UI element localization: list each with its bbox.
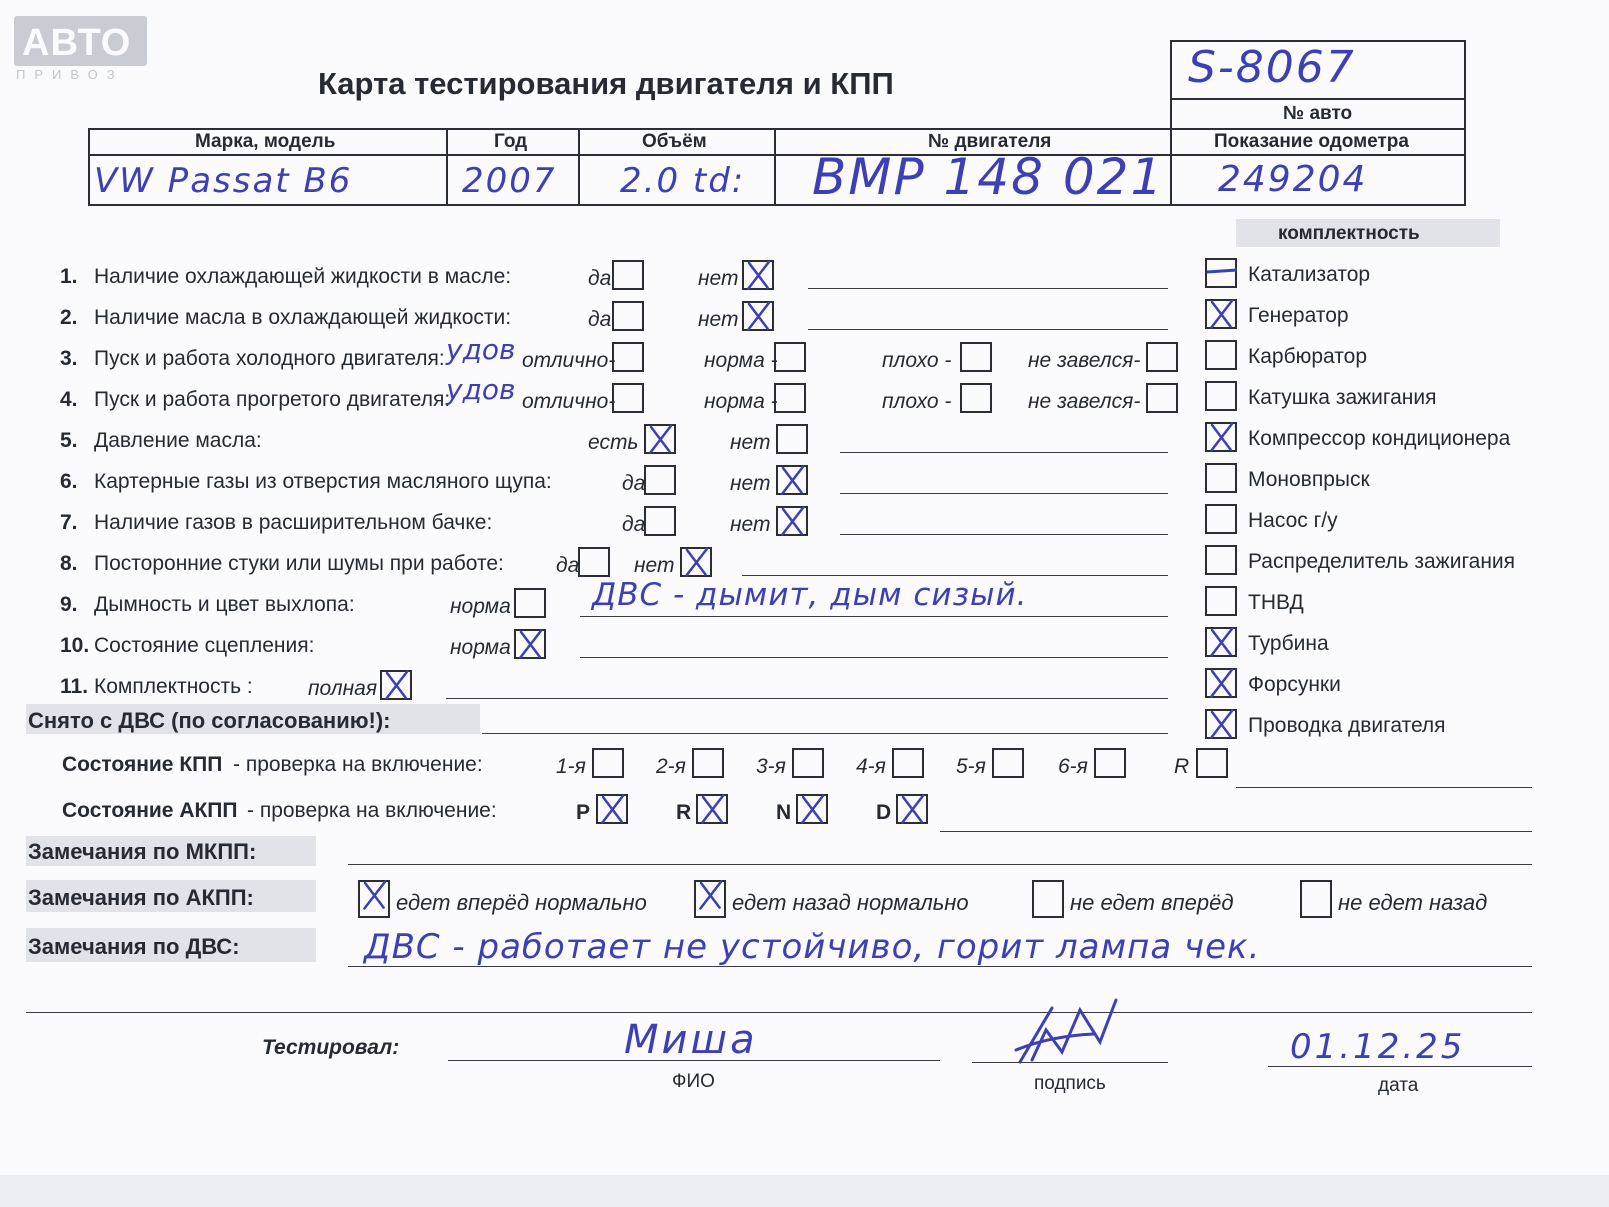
check-mark-icon [596, 794, 628, 824]
gear-checkbox[interactable] [892, 748, 924, 778]
question-number: 4. [60, 388, 78, 411]
answer-line [840, 452, 1168, 453]
check-mark-icon [776, 506, 808, 536]
check-mark-icon [1205, 299, 1237, 329]
equipment-checkbox[interactable] [1205, 709, 1237, 739]
check-mark-icon [776, 465, 808, 495]
option-checkbox[interactable] [578, 547, 610, 577]
form-title: Карта тестирования двигателя и КПП [318, 66, 894, 101]
option-label: не завелся- [1028, 390, 1141, 413]
equipment-checkbox[interactable] [1205, 381, 1237, 411]
question-text: Наличие масла в охлаждающей жидкости: [94, 306, 512, 329]
answer-line [742, 575, 1168, 576]
col-divider [446, 130, 448, 204]
gear-checkbox[interactable] [592, 748, 624, 778]
question-text: Наличие охлаждающей жидкости в масле: [94, 265, 512, 288]
option-label: да [622, 472, 646, 495]
option-label: отлично- [522, 349, 616, 372]
gear-label: 4-я [856, 755, 886, 778]
answer-line [446, 698, 1168, 699]
gear-label: 1-я [556, 755, 586, 778]
logo [14, 16, 147, 66]
check-mark-icon [680, 547, 712, 577]
question-text: Наличие газов в расширительном бачке: [94, 511, 493, 534]
equipment-title: комплектность [1278, 223, 1420, 244]
check-mark-icon [742, 301, 774, 331]
option-checkbox[interactable] [612, 301, 644, 331]
option-checkbox[interactable] [742, 301, 774, 331]
answer-line [808, 288, 1168, 289]
akpp-remark-label: едет назад нормально [732, 890, 969, 915]
car-number-value: S-8067 [1188, 42, 1356, 93]
question-number: 10. [60, 634, 90, 657]
option-checkbox[interactable] [1146, 342, 1178, 372]
kpp-label-bold: Состояние КПП [62, 753, 223, 776]
signature-line [972, 1062, 1168, 1063]
tested-label: Тестировал: [262, 1036, 400, 1059]
answer-line [840, 493, 1168, 494]
value-engine-number: BMP 148 021 [812, 148, 1165, 206]
option-label: нет [698, 308, 739, 331]
akpp-position-checkbox[interactable] [896, 794, 928, 824]
tester-name: Миша [624, 1017, 758, 1063]
value-odometer: 249204 [1218, 159, 1368, 200]
equipment-checkbox[interactable] [1205, 504, 1237, 534]
option-label: норма - [704, 349, 778, 372]
col-divider [1170, 130, 1172, 204]
option-checkbox[interactable] [612, 383, 644, 413]
option-checkbox[interactable] [1146, 383, 1178, 413]
akpp-position-label: D [876, 801, 892, 824]
equipment-label: ТНВД [1248, 591, 1304, 614]
check-mark-icon [514, 629, 546, 659]
question-number: 3. [60, 347, 78, 370]
gear-checkbox[interactable] [792, 748, 824, 778]
equipment-checkbox[interactable] [1205, 258, 1237, 288]
col-header-year: Год [494, 131, 528, 152]
hw-dvs-remarks: ДВС - работает не устойчиво, горит лампа чек. [364, 927, 1261, 967]
date-line [1268, 1066, 1532, 1067]
question-text: Состояние сцепления: [94, 634, 315, 657]
answer-line [840, 534, 1168, 535]
col-header-odometer: Показание одометра [1214, 131, 1409, 152]
option-checkbox[interactable] [644, 465, 676, 495]
akpp-position-checkbox[interactable] [596, 794, 628, 824]
remarks-akpp-label: Замечания по АКПП: [28, 885, 254, 910]
option-checkbox[interactable] [644, 506, 676, 536]
equipment-label: Форсунки [1248, 673, 1341, 696]
gear-label: 2-я [656, 755, 686, 778]
option-checkbox[interactable] [776, 506, 808, 536]
equipment-label: Распределитель зажигания [1248, 550, 1516, 573]
logo-text: АВТО [22, 22, 132, 64]
equipment-label: Насос г/у [1248, 509, 1338, 532]
akpp-remark-checkbox[interactable] [1032, 880, 1064, 918]
akpp-position-label: R [676, 801, 692, 824]
name-line [448, 1060, 940, 1061]
option-label: нет [698, 267, 739, 290]
option-label: нет [634, 554, 675, 577]
name-caption: ФИО [672, 1071, 715, 1092]
car-number-label: № авто [1283, 103, 1353, 124]
akpp-position-checkbox[interactable] [796, 794, 828, 824]
option-checkbox[interactable] [380, 670, 412, 700]
option-label: да [588, 267, 612, 290]
gear-checkbox[interactable] [692, 748, 724, 778]
option-label: плохо - [882, 390, 952, 413]
gear-checkbox[interactable] [992, 748, 1024, 778]
check-mark-icon [1205, 668, 1237, 698]
gear-label: 3-я [756, 755, 786, 778]
option-checkbox[interactable] [514, 629, 546, 659]
col-header-model: Марка, модель [195, 131, 336, 152]
option-label: есть [588, 431, 639, 454]
remarks-extra-line [26, 1012, 1532, 1013]
equipment-label: Карбюратор [1248, 345, 1368, 368]
question-text: Комплектность : [94, 675, 253, 698]
equipment-checkbox[interactable] [1205, 545, 1237, 575]
question-number: 1. [60, 265, 78, 288]
equipment-label: Компрессор кондиционера [1248, 427, 1511, 450]
akpp-position-label: N [776, 801, 792, 824]
check-mark-icon [1205, 627, 1237, 657]
option-label: нет [730, 513, 771, 536]
equipment-checkbox[interactable] [1205, 627, 1237, 657]
option-checkbox[interactable] [776, 465, 808, 495]
akpp-remark-label: едет вперёд нормально [396, 890, 647, 915]
value-volume: 2.0 td: [620, 161, 746, 201]
answer-line [808, 329, 1168, 330]
option-label: плохо - [882, 349, 952, 372]
equipment-checkbox[interactable] [1205, 463, 1237, 493]
option-checkbox[interactable] [774, 342, 806, 372]
option-label: да [622, 513, 646, 536]
question-text: Картерные газы из отверстия масляного щупа: [94, 470, 552, 493]
check-mark-icon [796, 794, 828, 824]
answer-line [580, 616, 1168, 617]
akpp-remark-checkbox[interactable] [358, 880, 390, 918]
equipment-label: Моновпрыск [1248, 468, 1370, 491]
check-mark-icon [696, 794, 728, 824]
equipment-checkbox[interactable] [1205, 422, 1237, 452]
question-number: 7. [60, 511, 78, 534]
option-checkbox[interactable] [514, 588, 546, 618]
gear-checkbox[interactable] [1094, 748, 1126, 778]
col-header-volume: Объём [642, 131, 707, 152]
akpp-remark-label: не едет назад [1338, 890, 1488, 915]
akpp-label-bold: Состояние АКПП [62, 799, 238, 822]
equipment-label: Катушка зажигания [1248, 386, 1437, 409]
check-mark-icon [896, 794, 928, 824]
option-label: полная [308, 677, 378, 700]
remarks-dvs-line [348, 966, 1532, 967]
option-label: норма [450, 636, 511, 659]
option-checkbox[interactable] [776, 424, 808, 454]
check-mark-icon [358, 880, 390, 910]
check-mark-icon [1205, 422, 1237, 452]
check-mark-icon [644, 424, 676, 454]
option-label: норма [450, 595, 511, 618]
check-mark-icon [380, 670, 412, 700]
col-header-engine-number: № двигателя [928, 131, 1052, 152]
akpp-label-rest: - проверка на включение: [247, 799, 497, 822]
gear-label: 5-я [956, 755, 986, 778]
removed-line [482, 733, 1168, 734]
header-table-divider [90, 154, 1464, 156]
logo-subtext: ПРИВОЗ [16, 67, 124, 82]
check-mark-icon [742, 260, 774, 290]
remarks-mkpp-label: Замечания по МКПП: [28, 839, 257, 864]
question-number: 2. [60, 306, 78, 329]
value-model: VW Passat B6 [94, 161, 353, 201]
question-text: Давление масла: [94, 429, 262, 452]
option-checkbox[interactable] [612, 260, 644, 290]
check-mark-icon [694, 880, 726, 910]
equipment-label: Проводка двигателя [1248, 714, 1446, 737]
option-checkbox[interactable] [644, 424, 676, 454]
gear-checkbox[interactable] [1196, 748, 1228, 778]
dash-mark-icon [1205, 258, 1237, 288]
hw-q3: удов [446, 333, 516, 366]
option-label: да [556, 554, 580, 577]
akpp-remark-checkbox[interactable] [1300, 880, 1332, 918]
equipment-label: Генератор [1248, 304, 1349, 327]
option-checkbox[interactable] [742, 260, 774, 290]
option-label: нет [730, 472, 771, 495]
gear-label: R [1174, 755, 1190, 778]
col-divider [774, 130, 776, 204]
remarks-mkpp-line [348, 864, 1532, 865]
kpp-line [1236, 787, 1532, 788]
akpp-position-label: P [576, 801, 591, 824]
option-label: да [588, 308, 612, 331]
equipment-checkbox[interactable] [1205, 668, 1237, 698]
col-divider [578, 130, 580, 204]
equipment-label: Катализатор [1248, 263, 1371, 286]
kpp-label-rest: - проверка на включение: [233, 753, 483, 776]
option-checkbox[interactable] [680, 547, 712, 577]
option-label: отлично- [522, 390, 616, 413]
remarks-dvs-label: Замечания по ДВС: [28, 934, 240, 959]
question-number: 5. [60, 429, 78, 452]
gear-label: 6-я [1058, 755, 1088, 778]
equipment-label: Турбина [1248, 632, 1329, 655]
option-label: не завелся- [1028, 349, 1141, 372]
option-checkbox[interactable] [960, 342, 992, 372]
answer-line [580, 657, 1168, 658]
option-label: нет [730, 431, 771, 454]
question-number: 11. [60, 675, 89, 698]
akpp-remark-label: не едет вперёд [1070, 890, 1234, 915]
question-text: Дымность и цвет выхлопа: [94, 593, 355, 616]
question-number: 6. [60, 470, 78, 493]
value-year: 2007 [462, 161, 557, 201]
check-mark-icon [1205, 709, 1237, 739]
question-text: Посторонние стуки или шумы при работе: [94, 552, 504, 575]
question-number: 8. [60, 552, 78, 575]
option-checkbox[interactable] [960, 383, 992, 413]
option-checkbox[interactable] [774, 383, 806, 413]
equipment-checkbox[interactable] [1205, 299, 1237, 329]
equipment-checkbox[interactable] [1205, 586, 1237, 616]
akpp-position-checkbox[interactable] [696, 794, 728, 824]
akpp-remark-checkbox[interactable] [694, 880, 726, 918]
date-caption: дата [1378, 1075, 1419, 1096]
question-number: 9. [60, 593, 78, 616]
signature-caption: подпись [1034, 1073, 1106, 1094]
test-date: 01.12.25 [1290, 1027, 1466, 1067]
removed-label: Снято с ДВС (по согласованию!): [28, 708, 391, 733]
hw-q9: ДВС - дымит, дым сизый. [592, 577, 1028, 613]
akpp-line [940, 831, 1532, 832]
hw-q4: удов [446, 373, 516, 406]
option-checkbox[interactable] [612, 342, 644, 372]
equipment-checkbox[interactable] [1205, 340, 1237, 370]
question-text: Пуск и работа прогретого двигателя: [94, 388, 451, 411]
option-label: норма - [704, 390, 778, 413]
question-text: Пуск и работа холодного двигателя: [94, 347, 445, 370]
